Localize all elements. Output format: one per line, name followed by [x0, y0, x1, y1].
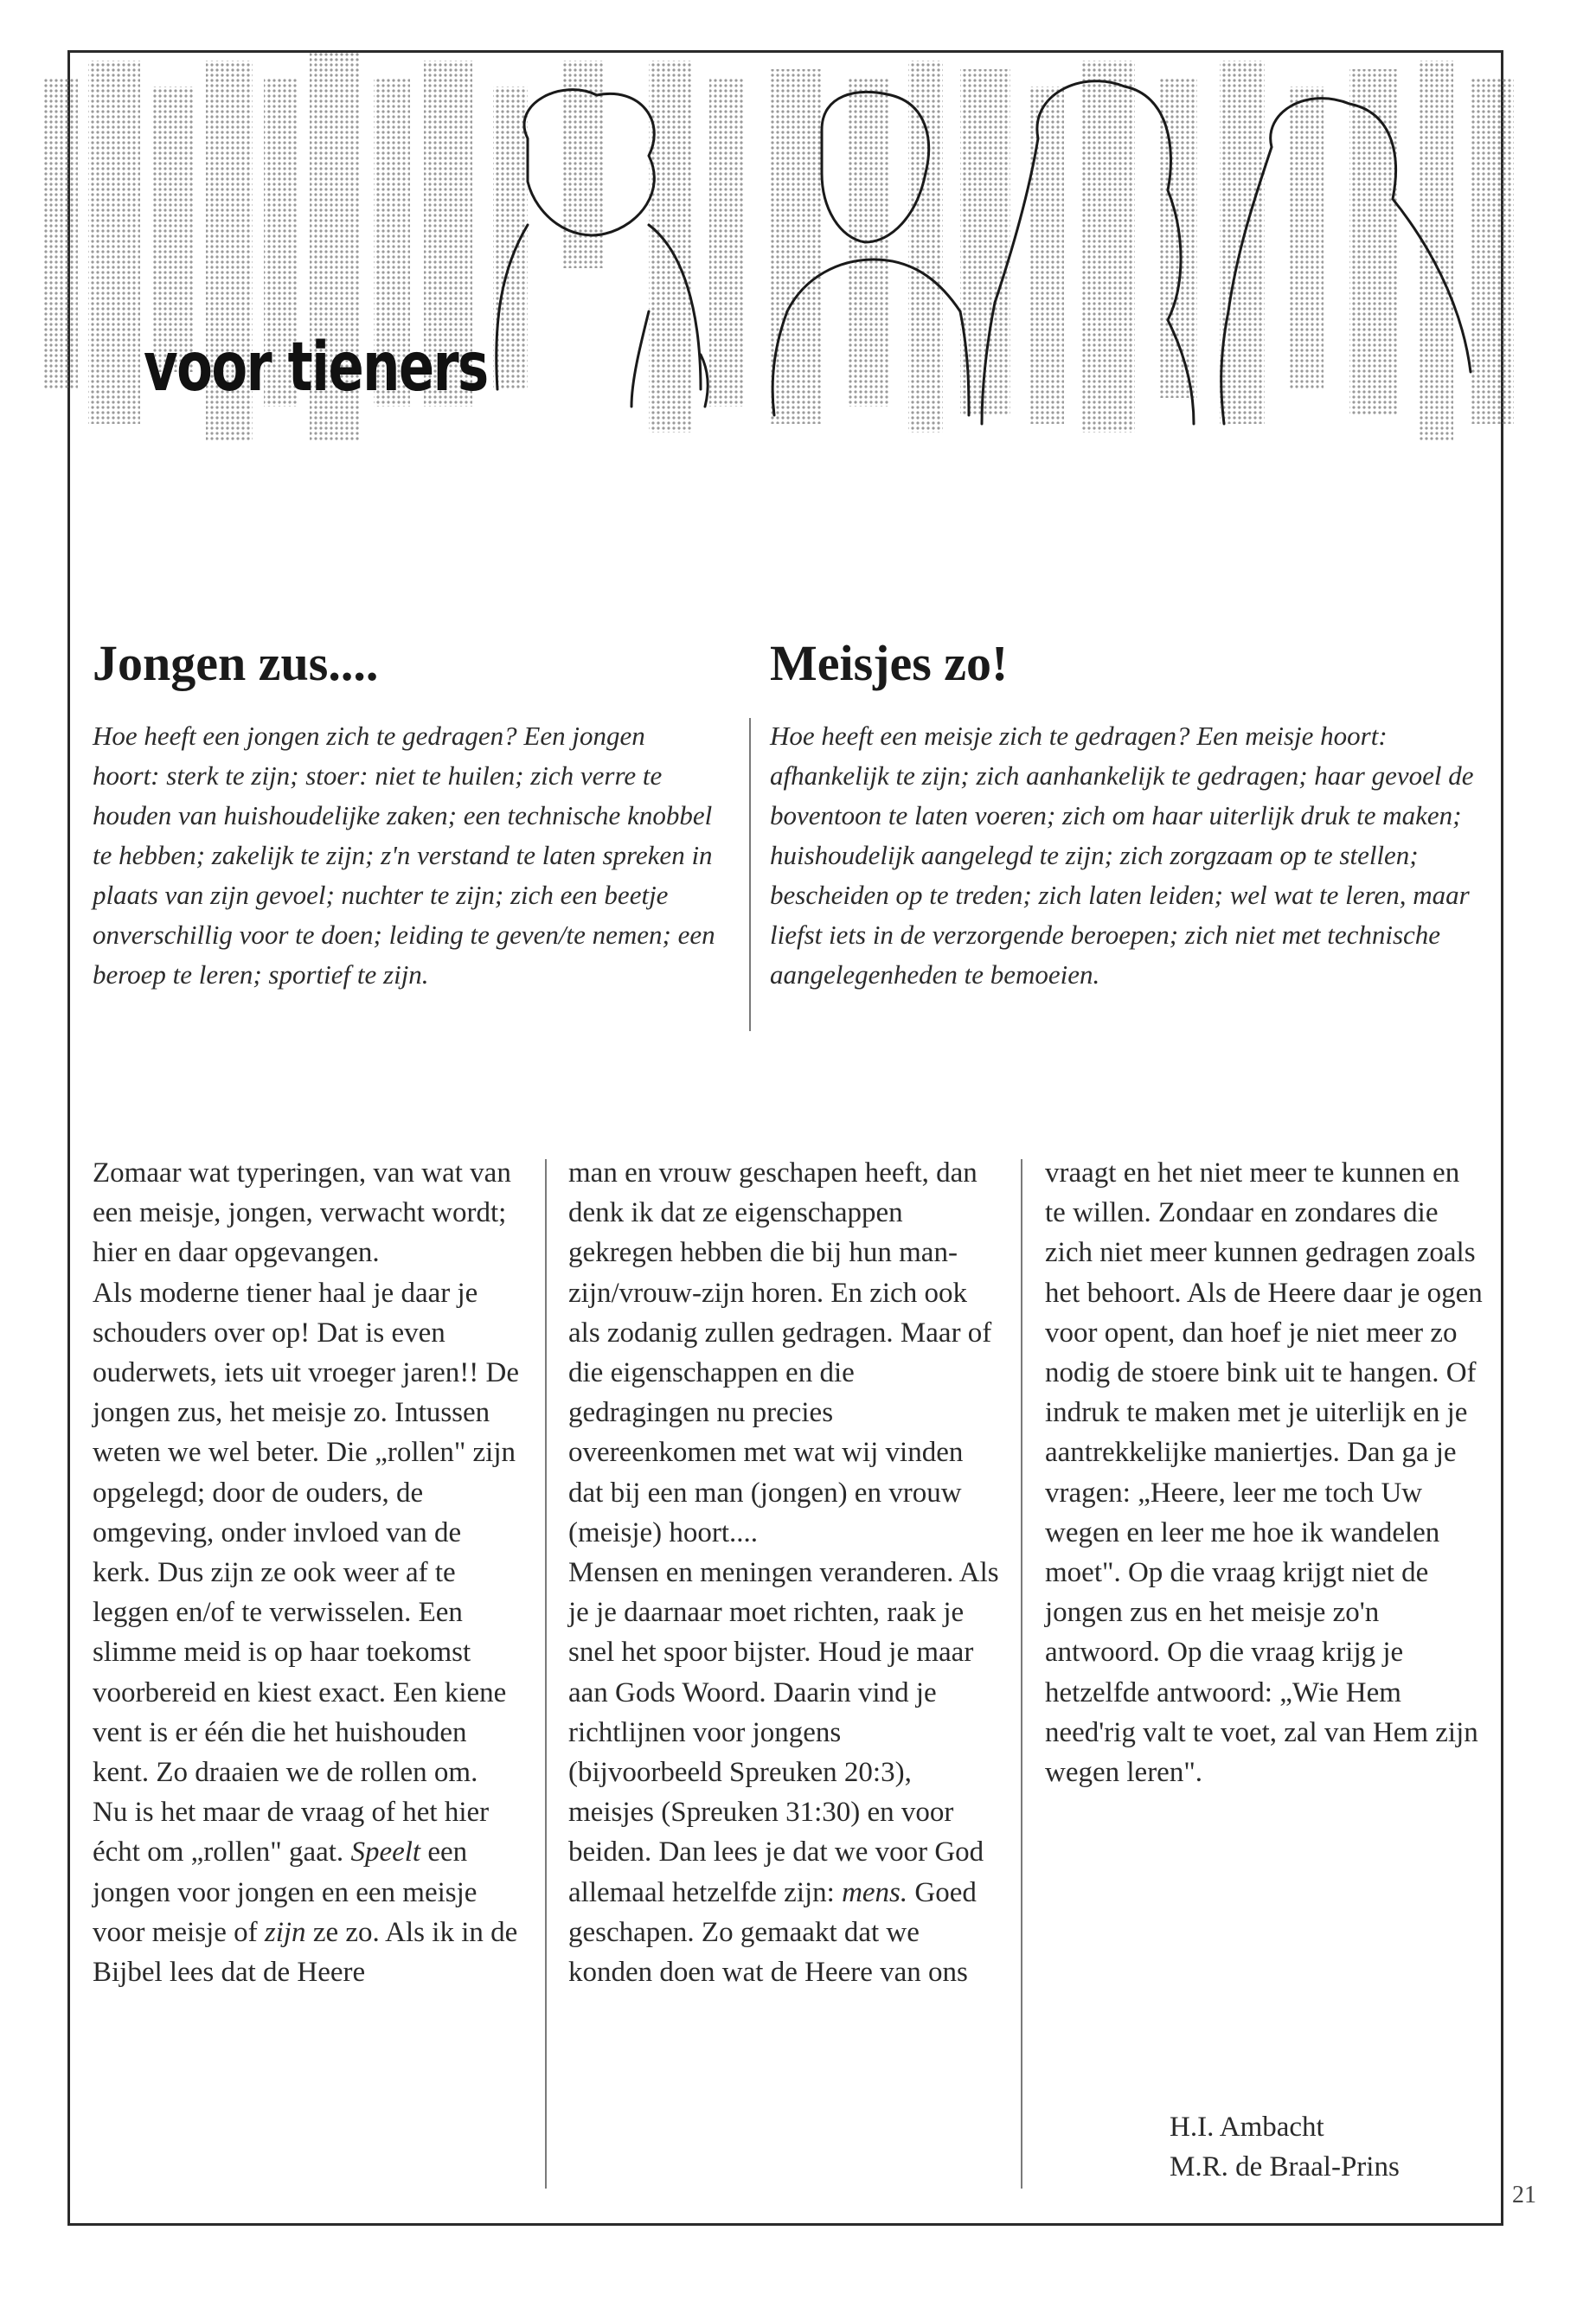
paragraph: Als moderne tiener haal je daar je schouders over op! Dat is even ouderwets, iets uit vroeger jaren!! De jongen zus, het meisje zo. Intussen weten we wel beter. Die „rollen" zijn opgelegd; door de ouders, de omgeving, onder invloed van de kerk. Dus zijn ze ook weer af te leggen en/of te verwisselen. Een slimme meid is op haar toekomst voorbereid en kiest exact. Een kiene vent is er één die het huishouden kent. Zo draaien we de rollen om. — [93, 1277, 519, 1789]
signature-line-2: M.R. de Braal-Prins — [1170, 2151, 1400, 2182]
body-column-1 — [93, 1153, 525, 1992]
paragraph: vraagt en het niet meer te kunnen en te willen. Zondaar en zondares die zich niet meer kunnen gedragen zoals het behoort. Als de Heere daar je ogen voor opent, dan hoef je niet meer zo nodig de stoere bink uit te hangen. Of indruk te maken met je uiterlijk en je aantrekkelijke maniertjes. Dan ga je vragen: „Heere, leer me toch Uw wegen en leer me hoe ik wandelen moet". Op die vraag krijgt niet de jongen zus en het meisje zo'n antwoord. Op die vraag krijg je hetzelfde antwoord: „Wie Hem need'rig valt te voet, zal van Hem zijn wegen leren". — [1045, 1157, 1483, 1789]
paragraph: Zomaar wat typeringen, van wat van een meisje, jongen, verwacht wordt; hier en daar opgevangen. — [93, 1157, 511, 1269]
text-run: Goed geschapen. Zo gemaakt dat we konden doen wat de Heere van ons — [568, 1876, 977, 1989]
body-column-2 — [568, 1153, 1001, 1992]
intro-girls-text: Hoe heeft een meisje zich te gedragen? Een meisje hoort: afhankelijk te zijn; zich aanhankelijk te gedragen; haar gevoel de boventoon te laten voeren; zich om haar uiterlijk druk te maken; huishoudelijk aangelegd te zijn; zich zorgzaam op te stellen; bescheiden op te treden; zich laten leiden; wel wat te leren, maar liefst iets in de verzorgende beroepen; zich niet met technische aangelegenheden te bemoeien. — [770, 721, 1474, 990]
emphasis: Speelt — [350, 1836, 421, 1868]
paragraph: man en vrouw geschapen heeft, dan denk ik dat ze eigenschappen gekregen hebben die bij hun man-zijn/vrouw-zijn horen. En zich ook als zodanig zullen gedragen. Maar of die eigenschappen en die gedragingen nu precies overeenkomen met wat wij vinden dat bij een man (jongen) en vrouw (meisje) hoort.... — [568, 1157, 992, 1548]
emphasis: mens. — [842, 1876, 908, 1908]
text-run: Mensen en meningen veranderen. Als je je daarnaar moet richten, raak je snel het spoor bijster. Houd je maar aan Gods Woord. Daarin vind je richtlijnen voor jongens (bijvoorbeeld Spreuken 20:3), meisjes (Spreuken 31:30) en voor beiden. Dan lees je dat we voor God allemaal hetzelfde zijn: — [568, 1557, 999, 1908]
column-divider-1 — [545, 1159, 547, 2189]
signature-line-1: H.I. Ambacht — [1170, 2112, 1324, 2143]
intro-boys-title: Jongen zus.... — [93, 635, 379, 691]
text-run: ze zo. Als ik in de Bijbel lees dat de Heere — [93, 1916, 518, 1989]
emphasis: zijn — [264, 1916, 306, 1948]
text-run: een jongen voor jongen en een meisje voor meisje of — [93, 1836, 478, 1948]
header-illustration — [43, 26, 1531, 493]
section-label: voor tieners — [144, 329, 488, 407]
intro-divider — [749, 718, 751, 1031]
body-column-3 — [1045, 1153, 1486, 1792]
text-run: Nu is het maar de vraag of het hier écht om „rollen" gaat. — [93, 1797, 490, 1868]
paragraph — [568, 1553, 1001, 1992]
column-divider-2 — [1021, 1159, 1022, 2189]
intro-girls — [770, 635, 1488, 995]
paragraph — [93, 1792, 525, 1992]
intro-boys — [93, 635, 715, 995]
intro-girls-title: Meisjes zo! — [770, 635, 1009, 691]
signature — [1170, 2107, 1400, 2187]
intro-boys-text: Hoe heeft een jongen zich te gedragen? Een jongen hoort: sterk te zijn; stoer: niet te huilen; zich verre te houden van huishoudelijke zaken; een technische knobbel te hebben; zakelijk te zijn; z'n verstand te laten spreken in plaats van zijn gevoel; nuchter te zijn; zich een beetje onverschillig voor te doen; leiding te geven/te nemen; een beroep te leren; sportief te zijn. — [93, 721, 715, 990]
page-number: 21 — [1512, 2182, 1536, 2208]
